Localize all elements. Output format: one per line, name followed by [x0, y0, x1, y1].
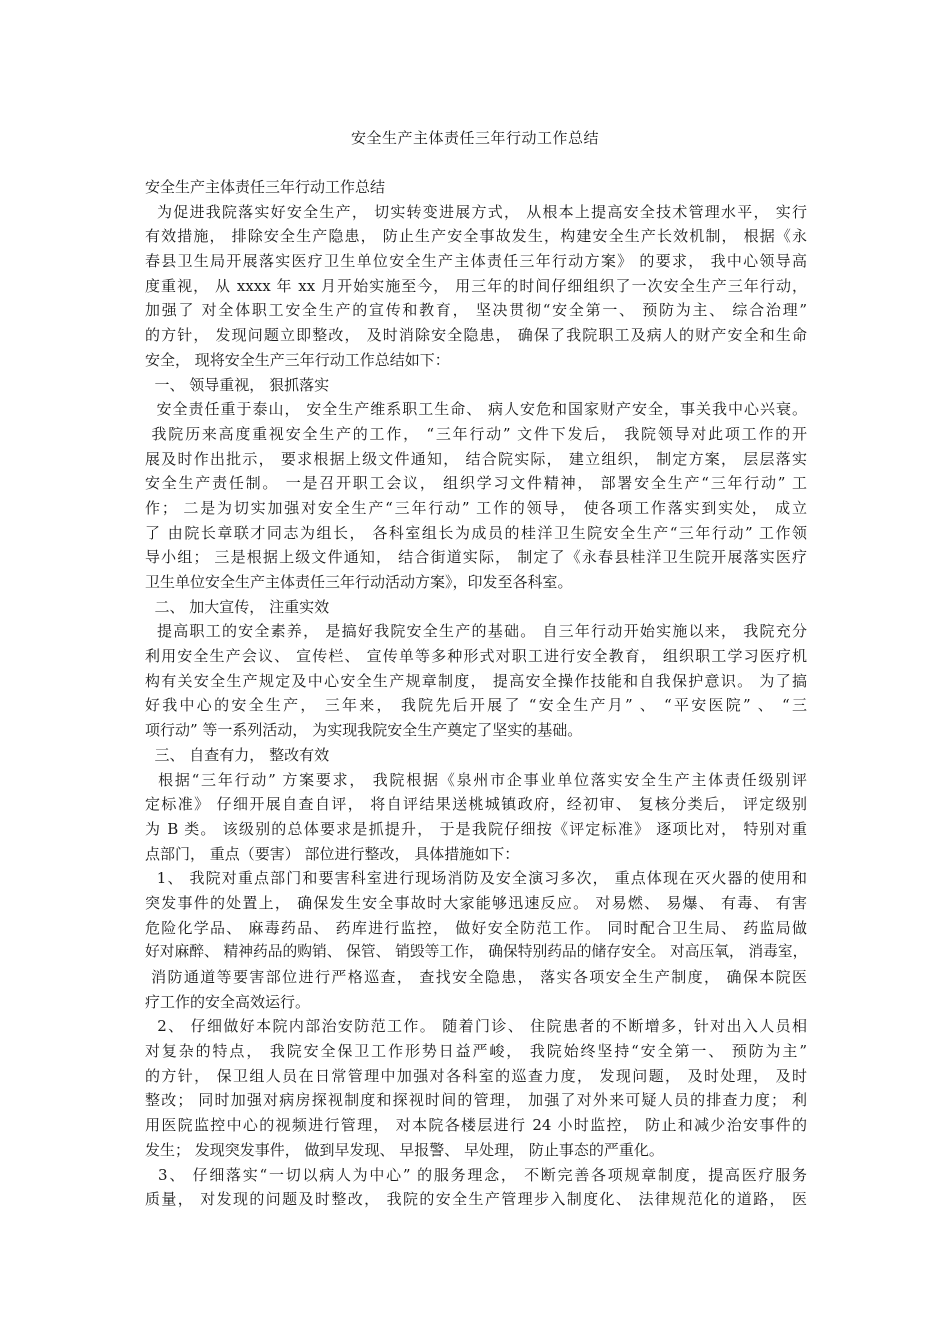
text-line: 为 B 类。 该级别的总体要求是抓提升， 于是我院仔细按《评定标准》 逐项比对， 特别对重 — [145, 819, 807, 838]
text-line: 的方针， 发现问题立即整改， 及时消除安全隐患， 确保了我院职工及病人的财产安全和生命 — [145, 326, 807, 345]
text-line: 利用安全生产会议、 宣传栏、 宣传单等多种形式对职工进行安全教育， 组织职工学习医疗机 — [145, 647, 807, 666]
text-line: 整改； 同时加强对病房探视制度和探视时间的管理， 加强了对外来可疑人员的排查力度； 利 — [145, 1091, 807, 1110]
document-body — [145, 175, 807, 1212]
text-line: 展及时作出批示， 要求根据上级文件通知， 结合院实际， 建立组织， 制定方案， 层层落实 — [145, 449, 807, 468]
text-line: 春县卫生局开展落实医疗卫生单位安全生产主体责任三年行动方案》 的要求， 我中心领导高 — [145, 252, 807, 271]
text-line: 3、 仔细落实“一切以病人为中心” 的服务理念， 不断完善各项规章制度，提高医疗服务 — [145, 1165, 807, 1184]
text-line: 二、 加大宣传， 注重实效 — [145, 597, 330, 616]
text-line: 安全， 现将安全生产三年行动工作总结如下： — [145, 350, 450, 369]
text-line: 消防通道等要害部位进行严格巡查， 查找安全隐患， 落实各项安全生产制度， 确保本院医 — [145, 968, 807, 986]
text-line: 根据“三年行动” 方案要求， 我院根据《泉州市企事业单位落实安全生产主体责任级别评 — [145, 770, 807, 789]
text-line: 疗工作的安全高效运行。 — [145, 992, 311, 1011]
text-line: 提高职工的安全素养， 是搞好我院安全生产的基础。 自三年行动开始实施以来， 我院充分 — [145, 622, 807, 641]
text-line: 安全责任重于泰山， 安全生产维系职工生命、 病人安危和国家财产安全，事关我中心兴衰。 — [145, 400, 807, 419]
text-line: 好对麻醉、 精神药品的购销、 保管、 销毁等工作， 确保特别药品的储存安全。 对高压氧， 消毒室， — [145, 943, 807, 961]
text-line: 用医院监控中心的视频进行管理， 对本院各楼层进行 24 小时监控， 防止和减少治安事件的 — [145, 1116, 807, 1135]
text-line: 危险化学品、 麻毒药品、 药库进行监控， 做好安全防范工作。 同时配合卫生局、 药监局做 — [145, 918, 807, 937]
text-line: 我院历来高度重视安全生产的工作， “三年行动” 文件下发后， 我院领导对此项工作的开 — [145, 424, 807, 443]
text-line: 好我中心的安全生产， 三年来， 我院先后开展了 “安全生产月” 、 “平安医院” 、 “三 — [145, 696, 807, 715]
text-line: 三、 自查有力， 整改有效 — [145, 745, 330, 764]
text-line: 突发事件的处置上， 确保发生安全事故时大家能够迅速反应。 对易燃、 易爆、 有毒、 有害 — [145, 893, 807, 912]
text-line: 2、 仔细做好本院内部治安防范工作。 随着门诊、 住院患者的不断增多，针对出入人员相 — [145, 1017, 807, 1036]
text-line: 项行动” 等一系列活动， 为实现我院安全生产奠定了坚实的基础。 — [145, 721, 583, 740]
text-line: 的方针， 保卫组人员在日常管理中加强对各科室的巡查力度， 发现问题， 及时处理， 及时 — [145, 1066, 807, 1085]
text-line: 加强了 对全体职工安全生产的宣传和教育， 坚决贯彻“安全第一、 预防为主、 综合治理” — [145, 301, 807, 320]
text-line: 有效措施， 排除安全生产隐患， 防止生产安全事故发生，构建安全生产长效机制， 根据《永 — [145, 227, 807, 246]
text-line: 发生； 发现突发事件， 做到早发现、 早报警、 早处理， 防止事态的严重化。 — [145, 1140, 664, 1159]
text-line: 质量， 对发现的问题及时整改， 我院的安全生产管理步入制度化、 法律规范化的道路， 医 — [145, 1190, 807, 1209]
page-title: 安全生产主体责任三年行动工作总结 — [350, 129, 599, 147]
text-line: 安全生产责任制。 一是召开职工会议， 组织学习文件精神， 部署安全生产“三年行动” 工 — [145, 474, 807, 493]
text-line: 导小组； 三是根据上级文件通知， 结合街道实际， 制定了《永春县桂洋卫生院开展落实医疗 — [145, 548, 807, 567]
text-line: 定标准》 仔细开展自查自评， 将自评结果送桃城镇政府，经初审、 复核分类后， 评定级别 — [145, 795, 807, 814]
text-line: 度重视， 从 xxxx 年 xx 月开始实施至今， 用三年的时间仔细组织了一次安全生产三年行动， — [145, 276, 807, 295]
text-line: 作； 二是为切实加强对安全生产“三年行动” 工作的领导， 使各项工作落实到实处， 成立 — [145, 498, 807, 517]
text-line: 1、 我院对重点部门和要害科室进行现场消防及安全演习多次， 重点体现在灭火器的使用和 — [145, 869, 807, 888]
text-line: 对复杂的特点， 我院安全保卫工作形势日益严峻， 我院始终坚持“安全第一、 预防为主” — [145, 1042, 807, 1061]
text-line: 点部门， 重点（要害） 部位进行整改， 具体措施如下： — [145, 844, 520, 863]
text-line: 一、 领导重视， 狠抓落实 — [145, 375, 330, 394]
text-line: 构有关安全生产规定及中心安全生产规章制度， 提高安全操作技能和自我保护意识。 为了搞 — [145, 671, 807, 690]
text-line: 卫生单位安全生产主体责任三年行动活动方案》，印发至各科室。 — [145, 573, 573, 591]
text-line: 为促进我院落实好安全生产， 切实转变进展方式， 从根本上提高安全技术管理水平， 实行 — [145, 202, 807, 221]
text-line: 安全生产主体责任三年行动工作总结 — [145, 178, 386, 196]
text-line: 了 由院长章联才同志为组长， 各科室组长为成员的桂洋卫生院安全生产“三年行动” 工作领 — [145, 523, 807, 542]
